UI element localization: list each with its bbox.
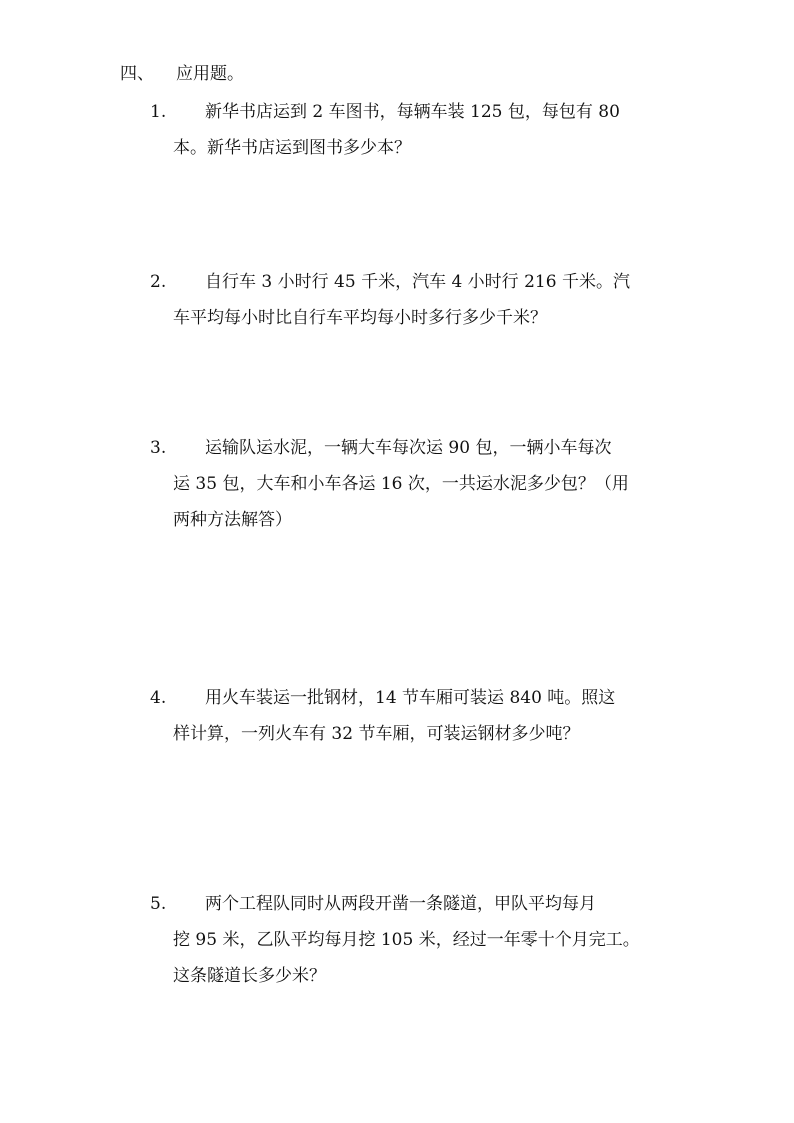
problem-text-line: 两种方法解答） — [173, 510, 292, 530]
problem-5 — [150, 886, 680, 994]
problem-number: 5. — [150, 894, 167, 914]
problem-text-line: 本。新华书店运到图书多少本？ — [173, 138, 411, 158]
problem-number: 2. — [150, 272, 167, 292]
problem-text-line: 运输队运水泥，一辆大车每次运 90 包，一辆小车每次 — [205, 438, 612, 458]
problem-number: 3. — [150, 438, 167, 458]
section-number: 四、 — [120, 64, 154, 84]
problem-number: 1. — [150, 102, 167, 122]
problem-3 — [150, 430, 680, 538]
problem-1 — [150, 94, 680, 166]
problem-text-line: 运 35 包，大车和小车各运 16 次，一共运水泥多少包？（用 — [173, 474, 629, 494]
problem-text-line: 挖 95 米，乙队平均每月挖 105 米，经过一年零十个月完工。 — [173, 930, 640, 950]
problem-text-line: 新华书店运到 2 车图书，每辆车装 125 包，每包有 80 — [205, 102, 620, 122]
problem-text-line: 用火车装运一批钢材，14 节车厢可装运 840 吨。照这 — [205, 688, 616, 708]
problem-text-line: 两个工程队同时从两段开凿一条隧道，甲队平均每月 — [205, 894, 596, 914]
problem-4 — [150, 680, 680, 752]
problem-text-line: 车平均每小时比自行车平均每小时多行多少千米？ — [173, 308, 547, 328]
section-title: 应用题。 — [176, 64, 244, 84]
problem-2 — [150, 264, 680, 336]
problem-text-line: 自行车 3 小时行 45 千米，汽车 4 小时行 216 千米。汽 — [205, 272, 630, 292]
problem-text-line: 样计算，一列火车有 32 节车厢，可装运钢材多少吨？ — [173, 724, 580, 744]
problem-text-line: 这条隧道长多少米？ — [173, 966, 326, 986]
problem-number: 4. — [150, 688, 167, 708]
section-heading — [120, 60, 244, 88]
